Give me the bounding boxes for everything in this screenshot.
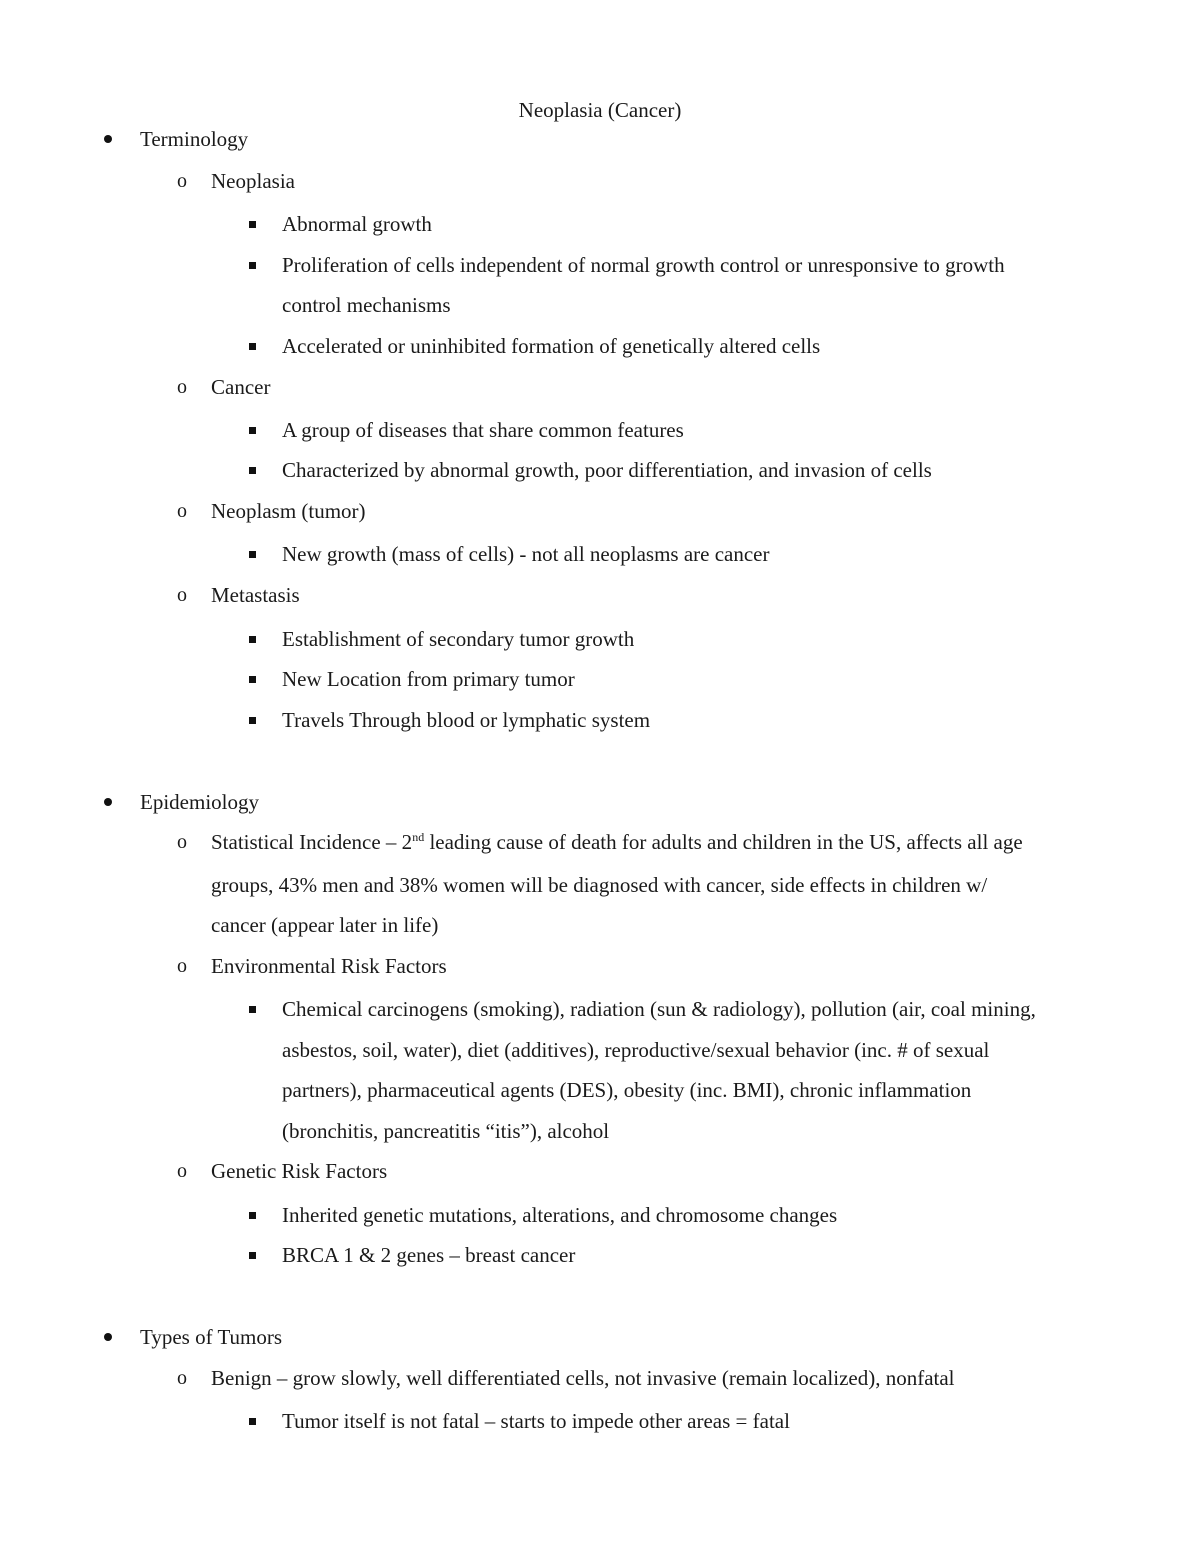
bullet-square <box>249 343 256 350</box>
bullet-circle: o <box>177 584 187 606</box>
list-item-continuation: asbestos, soil, water), diet (additives), reproductive/sexual behavior (inc. # of sexual <box>282 1038 990 1062</box>
bullet-circle: o <box>177 500 187 522</box>
subheading-genetic: Genetic Risk Factors <box>211 1159 388 1183</box>
bullet-square <box>249 717 256 724</box>
list-item: Abnormal growth <box>282 212 432 236</box>
list-item: Chemical carcinogens (smoking), radiation (sun & radiology), pollution (air, coal mining, <box>282 997 1036 1021</box>
bullet-circle: o <box>177 1367 187 1389</box>
bullet-square <box>249 551 256 558</box>
list-item: Tumor itself is not fatal – starts to impede other areas = fatal <box>282 1409 790 1433</box>
subheading-cancer: Cancer <box>211 375 271 399</box>
bullet-dot <box>104 1333 112 1341</box>
list-item: Travels Through blood or lymphatic system <box>282 708 651 732</box>
subheading-neoplasm: Neoplasm (tumor) <box>211 499 366 523</box>
subheading-environmental: Environmental Risk Factors <box>211 954 447 978</box>
statistical-incidence-line <box>211 828 1023 856</box>
statistical-text-b: leading cause of death for adults and children in the US, affects all age <box>424 830 1023 854</box>
subheading-benign: Benign – grow slowly, well differentiated cells, not invasive (remain localized), nonfatal <box>211 1366 955 1390</box>
ordinal-suffix: nd <box>412 830 425 844</box>
list-item: Proliferation of cells independent of normal growth control or unresponsive to growth <box>282 253 1005 277</box>
subheading-neoplasia: Neoplasia <box>211 169 295 193</box>
bullet-square <box>249 221 256 228</box>
list-item: Inherited genetic mutations, alterations, and chromosome changes <box>282 1203 838 1227</box>
bullet-dot <box>104 135 112 143</box>
statistical-text-a: Statistical Incidence – 2 <box>211 830 413 854</box>
bullet-circle: o <box>177 1160 187 1182</box>
bullet-square <box>249 427 256 434</box>
bullet-square <box>249 1418 256 1425</box>
bullet-square <box>249 262 256 269</box>
bullet-square <box>249 636 256 643</box>
list-item-continuation: partners), pharmaceutical agents (DES), obesity (inc. BMI), chronic inflammation <box>282 1078 972 1102</box>
list-item: Accelerated or uninhibited formation of genetically altered cells <box>282 334 821 358</box>
list-item: New Location from primary tumor <box>282 667 575 691</box>
subheading-metastasis: Metastasis <box>211 583 300 607</box>
bullet-square <box>249 1006 256 1013</box>
list-item-continuation: control mechanisms <box>282 293 451 317</box>
bullet-dot <box>104 798 112 806</box>
bullet-square <box>249 467 256 474</box>
statistical-incidence-continuation: cancer (appear later in life) <box>211 913 439 937</box>
section-heading-terminology: Terminology <box>140 127 249 151</box>
bullet-square <box>249 1212 256 1219</box>
list-item: BRCA 1 & 2 genes – breast cancer <box>282 1243 576 1267</box>
list-item: A group of diseases that share common features <box>282 418 684 442</box>
list-item: New growth (mass of cells) - not all neoplasms are cancer <box>282 542 770 566</box>
list-item: Establishment of secondary tumor growth <box>282 627 635 651</box>
section-heading-epidemiology: Epidemiology <box>140 790 259 814</box>
list-item: Characterized by abnormal growth, poor differentiation, and invasion of cells <box>282 458 932 482</box>
bullet-square <box>249 676 256 683</box>
statistical-incidence-continuation: groups, 43% men and 38% women will be diagnosed with cancer, side effects in children w/ <box>211 873 988 897</box>
bullet-circle: o <box>177 955 187 977</box>
bullet-circle: o <box>177 170 187 192</box>
list-item-continuation: (bronchitis, pancreatitis “itis”), alcohol <box>282 1119 610 1143</box>
section-heading-types-of-tumors: Types of Tumors <box>140 1325 283 1349</box>
bullet-circle: o <box>177 376 187 398</box>
bullet-circle: o <box>177 831 187 853</box>
bullet-square <box>249 1252 256 1259</box>
page-title: Neoplasia (Cancer) <box>518 98 682 122</box>
